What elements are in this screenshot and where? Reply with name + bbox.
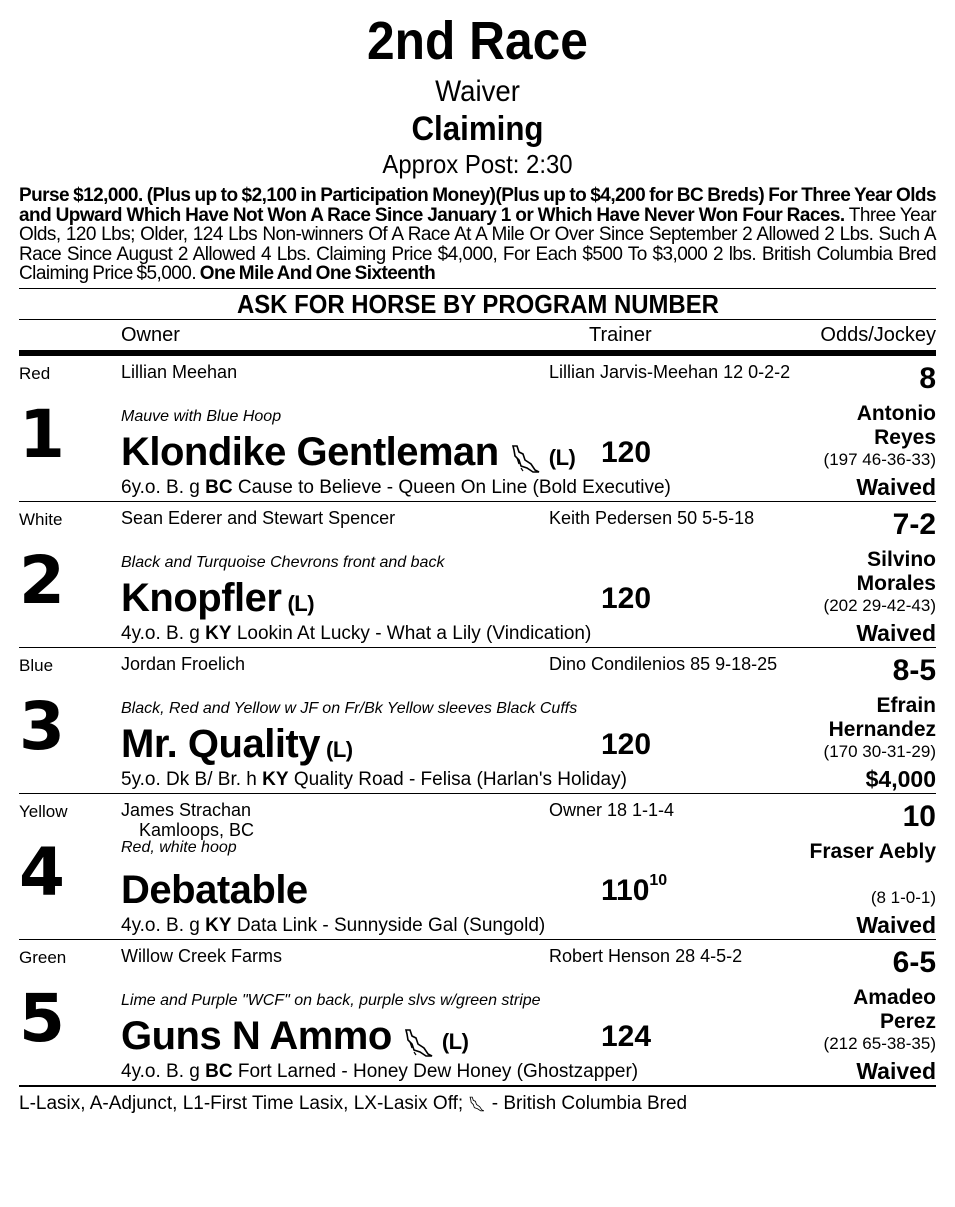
entry-row-3 (19, 648, 936, 794)
breeding (121, 623, 591, 645)
program-number: 1 (19, 395, 65, 473)
breeding-prefix: 4y.o. B. g (121, 914, 206, 936)
column-header (19, 320, 936, 356)
owner-name: Willow Creek Farms (121, 945, 283, 966)
silks-description: Mauve with Blue Hoop (121, 407, 282, 425)
race-type: Claiming (411, 109, 544, 148)
owner-location: Kamloops, BC (139, 819, 255, 840)
bc-map-icon (402, 1023, 436, 1053)
medication: (L) (326, 736, 353, 762)
bc-map-icon (509, 439, 543, 469)
jockey-name: Efrain Hernandez (828, 693, 936, 741)
entry-row-4 (19, 794, 936, 940)
horse-line (121, 430, 575, 475)
bc-map-icon (468, 1096, 486, 1112)
horse-name: Debatable (121, 867, 308, 912)
program-number: 4 (19, 833, 65, 911)
silks-description: Black, Red and Yellow w JF on Fr/Bk Yellow sleeves Black Cuffs (121, 699, 578, 717)
breeding-prefix: 6y.o. B. g (121, 476, 206, 498)
race-title: 2nd Race (367, 11, 588, 71)
program-number: 3 (19, 687, 65, 765)
race-program-page (19, 0, 936, 1115)
odds-jockey-column-header: Odds/Jockey (820, 323, 936, 346)
weight (601, 728, 651, 762)
owner-name: Sean Ederer and Stewart Spencer (121, 507, 396, 528)
horse-line (121, 722, 353, 767)
trainer-column-header: Trainer (589, 323, 652, 346)
claim-price: Waived (856, 1057, 936, 1084)
claim-price: Waived (856, 473, 936, 500)
horse-name: Klondike Gentleman (121, 429, 499, 474)
weight-value: 120 (601, 581, 652, 615)
owner-name: Lillian Meehan (121, 361, 238, 382)
weight (601, 871, 668, 908)
morning-line-odds: 7-2 (892, 507, 936, 541)
breeding-origin: KY (205, 622, 232, 644)
claim-price: Waived (856, 619, 936, 646)
silks-description: Lime and Purple "WCF" on back, purple slvs w/green stripe (121, 991, 541, 1009)
jockey-stats: (170 30-31-29) (823, 741, 936, 761)
jockey-stats: (202 29-42-43) (823, 595, 936, 615)
post-time: Approx Post: 2:30 (382, 149, 573, 180)
breeding-pedigree: Data Link - Sunnyside Gal (Sungold) (231, 914, 546, 936)
breeding-prefix: 5y.o. Dk B/ Br. h (121, 768, 263, 790)
owner-name: James Strachan (121, 799, 252, 820)
owner-column-header: Owner (121, 323, 180, 346)
race-header (19, 11, 936, 180)
breeding-prefix: 4y.o. B. g (121, 1060, 206, 1082)
medication: (L) (441, 1028, 469, 1054)
breeding-pedigree: Cause to Believe - Queen On Line (Bold Executive) (232, 476, 671, 498)
breeding-origin: KY (262, 768, 289, 790)
entry-row-1 (19, 356, 936, 502)
breeding-origin: BC (205, 476, 233, 498)
breeding (121, 769, 627, 791)
weight (601, 1020, 651, 1054)
jockey-stats: (8 1-0-1) (870, 887, 936, 907)
legend-bc-text: - British Columbia Bred (486, 1092, 688, 1114)
trainer-record: Lillian Jarvis-Meehan 12 0-2-2 (549, 361, 791, 382)
horse-name: Guns N Ammo (121, 1013, 392, 1058)
weight-allowance: 10 (649, 871, 668, 889)
program-number: 5 (19, 979, 65, 1057)
weight-value: 120 (601, 727, 652, 761)
weight-value: 110 (601, 873, 650, 907)
jockey-name: Antonio Reyes (856, 401, 936, 449)
breeding-pedigree: Quality Road - Felisa (Harlan's Holiday) (288, 768, 627, 790)
jockey-stats: (212 65-38-35) (823, 1033, 936, 1053)
horse-line (121, 576, 314, 621)
trainer-record: Robert Henson 28 4-5-2 (549, 945, 743, 966)
owner-name: Jordan Froelich (121, 653, 246, 674)
horse-name: Mr. Quality (121, 721, 320, 766)
horse-line (121, 1014, 468, 1059)
legend (19, 1093, 936, 1115)
breeding-pedigree: Fort Larned - Honey Dew Honey (Ghostzapper) (232, 1060, 639, 1082)
breeding (121, 915, 545, 937)
horse-line (121, 868, 308, 913)
trainer-record: Keith Pedersen 50 5-5-18 (549, 507, 755, 528)
morning-line-odds: 8 (919, 361, 936, 395)
saddle-cloth-color: Yellow (19, 801, 68, 821)
entry-row-2 (19, 502, 936, 648)
breeding-prefix: 4y.o. B. g (121, 622, 206, 644)
trainer-record: Dino Condilenios 85 9-18-25 (549, 653, 778, 674)
breeding (121, 477, 671, 499)
silks-description: Black and Turquoise Chevrons front and back (121, 553, 445, 571)
claim-price: Waived (856, 911, 936, 938)
breeding-pedigree: Lookin At Lucky - What a Lily (Vindication) (231, 622, 592, 644)
saddle-cloth-color: Red (19, 363, 51, 383)
saddle-cloth-color: Green (19, 947, 67, 967)
breeding (121, 1061, 638, 1083)
jockey-stats: (197 46-36-33) (823, 449, 936, 469)
claim-price: $4,000 (865, 765, 936, 792)
jockey-name: Silvino Morales (856, 547, 936, 595)
morning-line-odds: 6-5 (892, 945, 936, 979)
saddle-cloth-color: Blue (19, 655, 54, 675)
entries-list (19, 356, 936, 1087)
legend-text: L-Lasix, A-Adjunct, L1-First Time Lasix, LX-Lasix Off; (19, 1092, 469, 1114)
morning-line-odds: 10 (902, 799, 936, 833)
medication: (L) (548, 444, 576, 470)
breeding-origin: KY (205, 914, 232, 936)
race-conditions (19, 186, 936, 283)
race-distance: One Mile And One Sixteenth (199, 263, 436, 285)
conditions-body: Three Year Olds, 120 Lbs; Older, 124 Lbs Non-winners Of A Race At A Mile Or Over Since September 2 Allowed 2 Lbs. Such A Race Since August 2 Allowed 4 Lbs. Claiming Price $4,000, For Each $500 To $3,000 2 lbs. British Columbia Bred Claiming Price $5,000. (19, 204, 936, 285)
conditions-lead: Purse $12,000. (Plus up to $2,100 in Participation Money)(Plus up to $4,200 for BC Breds) For Three Year Olds and Upward Which Have Not Won A Race Since January 1 or Which Have Never Won Four Races. (19, 185, 936, 226)
weight (601, 582, 651, 616)
medication: (L) (287, 590, 315, 616)
jockey-name: Amadeo Perez (853, 985, 936, 1033)
ask-banner-text: ASK FOR HORSE BY PROGRAM NUMBER (236, 288, 719, 319)
jockey-name: Fraser Aebly (809, 839, 936, 863)
horse-name: Knopfler (121, 575, 282, 620)
breeding-origin: BC (205, 1060, 233, 1082)
saddle-cloth-color: White (19, 509, 63, 529)
morning-line-odds: 8-5 (892, 653, 936, 687)
weight-value: 120 (601, 435, 652, 469)
entry-row-5 (19, 940, 936, 1087)
race-subtitle: Waiver (435, 75, 520, 108)
ask-banner (19, 288, 936, 320)
trainer-record: Owner 18 1-1-4 (549, 799, 675, 820)
program-number: 2 (19, 541, 65, 619)
silks-description: Red, white hoop (121, 838, 237, 856)
weight (601, 436, 651, 470)
weight-value: 124 (601, 1019, 652, 1053)
